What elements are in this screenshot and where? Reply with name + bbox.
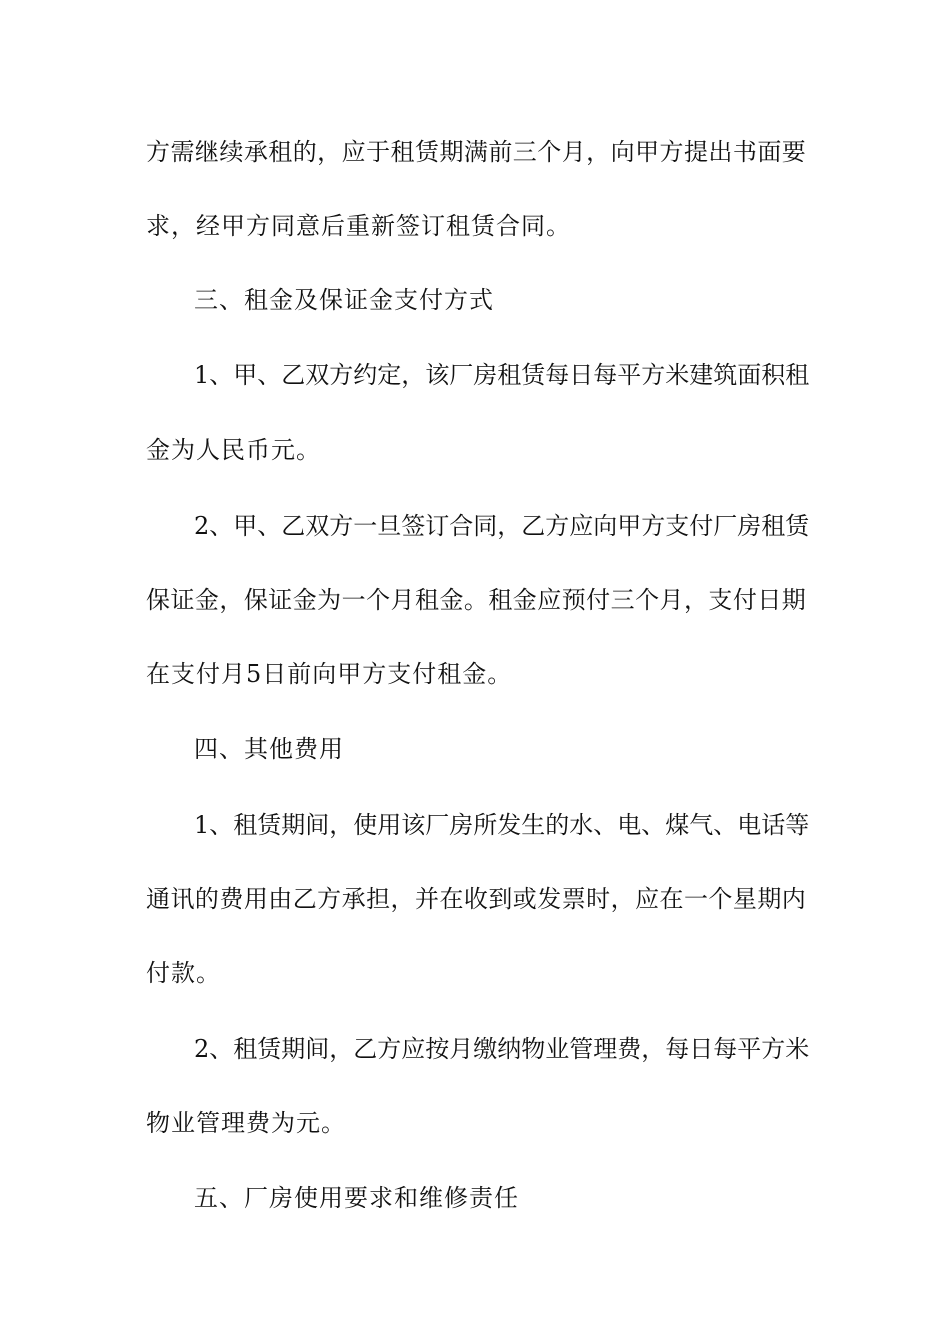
glyph: 积 bbox=[761, 361, 786, 389]
glyph: 甲 bbox=[635, 138, 660, 166]
paragraph-line bbox=[194, 810, 810, 840]
glyph: 使 bbox=[353, 811, 378, 839]
glyph: 赁 bbox=[257, 811, 282, 839]
paragraph-line: 求，经甲方同意后重新签订租赁合同。 bbox=[146, 212, 571, 240]
glyph: ， bbox=[683, 586, 708, 614]
glyph: 月 bbox=[561, 138, 586, 166]
glyph: 、 bbox=[641, 811, 666, 839]
paragraph-line: 金为人民币元。 bbox=[146, 436, 321, 464]
section-heading: 五、厂房使用要求和维修责任 bbox=[194, 1184, 519, 1212]
glyph: 星 bbox=[732, 885, 757, 913]
glyph: 时 bbox=[586, 885, 611, 913]
glyph: 应 bbox=[569, 512, 594, 540]
glyph: 应 bbox=[537, 586, 562, 614]
glyph: 气 bbox=[689, 811, 714, 839]
glyph: 租 bbox=[414, 586, 439, 614]
glyph: 米 bbox=[785, 1035, 810, 1063]
glyph: 发 bbox=[537, 885, 562, 913]
glyph: 在 bbox=[659, 885, 684, 913]
glyph: ， bbox=[329, 811, 354, 839]
glyph: 理 bbox=[593, 1035, 618, 1063]
glyph: 、 bbox=[257, 361, 282, 389]
glyph: 方 bbox=[641, 361, 666, 389]
glyph: 方 bbox=[641, 512, 666, 540]
glyph: 约 bbox=[353, 361, 378, 389]
glyph: 继 bbox=[194, 138, 219, 166]
glyph: 、 bbox=[209, 811, 234, 839]
glyph: 个 bbox=[708, 885, 733, 913]
glyph: 承 bbox=[341, 885, 366, 913]
glyph: 续 bbox=[219, 138, 244, 166]
glyph: 个 bbox=[366, 586, 391, 614]
glyph: 发 bbox=[497, 811, 522, 839]
glyph: 用 bbox=[243, 885, 268, 913]
paragraph-line: 物业管理费为元。 bbox=[146, 1109, 346, 1137]
glyph: 证 bbox=[170, 586, 195, 614]
glyph: 业 bbox=[545, 1035, 570, 1063]
glyph: ， bbox=[641, 1035, 666, 1063]
glyph: 、 bbox=[209, 1035, 234, 1063]
glyph: 电 bbox=[737, 811, 762, 839]
glyph: 满 bbox=[463, 138, 488, 166]
glyph: 煤 bbox=[665, 811, 690, 839]
glyph: 、 bbox=[713, 811, 738, 839]
glyph: 缴 bbox=[473, 1035, 498, 1063]
glyph: 一 bbox=[341, 586, 366, 614]
glyph: 电 bbox=[617, 811, 642, 839]
paragraph-line bbox=[146, 884, 806, 914]
glyph: 同 bbox=[473, 512, 498, 540]
glyph: 向 bbox=[593, 512, 618, 540]
glyph: 方 bbox=[377, 1035, 402, 1063]
glyph: 的 bbox=[292, 138, 317, 166]
glyph: 方 bbox=[659, 138, 684, 166]
glyph: 生 bbox=[521, 811, 546, 839]
glyph: 物 bbox=[521, 1035, 546, 1063]
glyph: 日 bbox=[757, 586, 782, 614]
glyph: 租 bbox=[497, 361, 522, 389]
glyph: 付 bbox=[586, 586, 611, 614]
glyph: 筑 bbox=[713, 361, 738, 389]
glyph: 乙 bbox=[521, 512, 546, 540]
glyph: 票 bbox=[561, 885, 586, 913]
glyph: 方 bbox=[329, 361, 354, 389]
glyph: ， bbox=[219, 586, 244, 614]
glyph: 赁 bbox=[785, 512, 810, 540]
glyph: 订 bbox=[425, 512, 450, 540]
section-heading: 四、其他费用 bbox=[194, 735, 344, 763]
glyph: 平 bbox=[737, 1035, 762, 1063]
glyph: 需 bbox=[170, 138, 195, 166]
glyph: 赁 bbox=[521, 361, 546, 389]
glyph: 用 bbox=[377, 811, 402, 839]
glyph: 个 bbox=[635, 586, 660, 614]
glyph: 乙 bbox=[353, 1035, 378, 1063]
glyph: 平 bbox=[617, 361, 642, 389]
glyph: 应 bbox=[635, 885, 660, 913]
glyph: 提 bbox=[683, 138, 708, 166]
glyph: 并 bbox=[414, 885, 439, 913]
glyph: 旦 bbox=[377, 512, 402, 540]
glyph: 租 bbox=[761, 512, 786, 540]
glyph: 厂 bbox=[449, 361, 474, 389]
glyph: 所 bbox=[473, 811, 498, 839]
glyph: 月 bbox=[390, 586, 415, 614]
glyph: 个 bbox=[537, 138, 562, 166]
glyph: ， bbox=[497, 512, 522, 540]
glyph: 出 bbox=[708, 138, 733, 166]
glyph: 面 bbox=[737, 361, 762, 389]
glyph: 方 bbox=[761, 1035, 786, 1063]
paragraph-line: 付款。 bbox=[146, 959, 221, 987]
glyph: 2 bbox=[194, 512, 210, 540]
glyph: 向 bbox=[610, 138, 635, 166]
glyph: 月 bbox=[449, 1035, 474, 1063]
glyph: 1 bbox=[194, 811, 210, 839]
glyph: 三 bbox=[512, 138, 537, 166]
glyph: 通 bbox=[146, 885, 170, 913]
glyph: 赁 bbox=[257, 1035, 282, 1063]
glyph: ， bbox=[317, 138, 342, 166]
glyph: 房 bbox=[473, 361, 498, 389]
glyph: 乙 bbox=[281, 512, 306, 540]
glyph: 内 bbox=[781, 885, 806, 913]
glyph: ， bbox=[401, 361, 426, 389]
glyph: 或 bbox=[512, 885, 537, 913]
glyph: 证 bbox=[268, 586, 293, 614]
glyph: 间 bbox=[305, 811, 330, 839]
glyph: 赁 bbox=[414, 138, 439, 166]
glyph: 金 bbox=[439, 586, 464, 614]
glyph: 付 bbox=[732, 586, 757, 614]
glyph: 讯 bbox=[170, 885, 195, 913]
glyph: 租 bbox=[390, 138, 415, 166]
glyph: 该 bbox=[401, 811, 426, 839]
glyph: 支 bbox=[708, 586, 733, 614]
glyph: 保 bbox=[243, 586, 268, 614]
glyph: 前 bbox=[488, 138, 513, 166]
glyph: 纳 bbox=[497, 1035, 522, 1063]
glyph: ， bbox=[610, 885, 635, 913]
glyph: 房 bbox=[449, 811, 474, 839]
glyph: 双 bbox=[305, 361, 330, 389]
glyph: 。 bbox=[463, 586, 488, 614]
glyph: 期 bbox=[281, 811, 306, 839]
glyph: 、 bbox=[257, 512, 282, 540]
section-heading: 三、租金及保证金支付方式 bbox=[194, 286, 494, 314]
glyph: 租 bbox=[233, 1035, 258, 1063]
paragraph-line bbox=[146, 137, 806, 167]
glyph: 租 bbox=[268, 138, 293, 166]
glyph: 费 bbox=[219, 885, 244, 913]
glyph: 甲 bbox=[233, 512, 258, 540]
glyph: 为 bbox=[317, 586, 342, 614]
glyph: 米 bbox=[665, 361, 690, 389]
glyph: 乙 bbox=[292, 885, 317, 913]
glyph: 预 bbox=[561, 586, 586, 614]
glyph: 三 bbox=[610, 586, 635, 614]
paragraph-line: 在支付月5日前向甲方支付租金。 bbox=[146, 660, 513, 688]
glyph: 、 bbox=[209, 361, 234, 389]
glyph: 金 bbox=[194, 586, 219, 614]
glyph: 金 bbox=[512, 586, 537, 614]
glyph: 应 bbox=[401, 1035, 426, 1063]
glyph: 日 bbox=[689, 1035, 714, 1063]
glyph: 每 bbox=[545, 361, 570, 389]
glyph: 签 bbox=[401, 512, 426, 540]
paragraph-line bbox=[146, 585, 806, 615]
glyph: 支 bbox=[665, 512, 690, 540]
glyph: 话 bbox=[761, 811, 786, 839]
glyph: ， bbox=[586, 138, 611, 166]
glyph: 该 bbox=[425, 361, 450, 389]
glyph: 1 bbox=[194, 361, 210, 389]
glyph: 期 bbox=[781, 586, 806, 614]
glyph: 应 bbox=[341, 138, 366, 166]
glyph: 的 bbox=[194, 885, 219, 913]
glyph: 于 bbox=[366, 138, 391, 166]
glyph: 要 bbox=[781, 138, 806, 166]
glyph: 月 bbox=[659, 586, 684, 614]
glyph: 按 bbox=[425, 1035, 450, 1063]
glyph: 间 bbox=[305, 1035, 330, 1063]
glyph: 方 bbox=[329, 512, 354, 540]
glyph: 每 bbox=[665, 1035, 690, 1063]
glyph: 在 bbox=[439, 885, 464, 913]
glyph: 合 bbox=[449, 512, 474, 540]
glyph: 到 bbox=[488, 885, 513, 913]
glyph: 租 bbox=[233, 811, 258, 839]
glyph: 书 bbox=[732, 138, 757, 166]
glyph: 方 bbox=[146, 138, 170, 166]
glyph: 每 bbox=[713, 1035, 738, 1063]
glyph: ， bbox=[329, 1035, 354, 1063]
glyph: 租 bbox=[785, 361, 810, 389]
glyph: 乙 bbox=[281, 361, 306, 389]
paragraph-line bbox=[194, 360, 810, 390]
glyph: 每 bbox=[593, 361, 618, 389]
glyph: 由 bbox=[268, 885, 293, 913]
glyph: 金 bbox=[292, 586, 317, 614]
paragraph-line bbox=[194, 1034, 810, 1064]
glyph: 一 bbox=[683, 885, 708, 913]
glyph: ， bbox=[390, 885, 415, 913]
glyph: 定 bbox=[377, 361, 402, 389]
glyph: 、 bbox=[593, 811, 618, 839]
glyph: 水 bbox=[569, 811, 594, 839]
glyph: 房 bbox=[737, 512, 762, 540]
glyph: 租 bbox=[488, 586, 513, 614]
glyph: 2 bbox=[194, 1035, 210, 1063]
glyph: 日 bbox=[569, 361, 594, 389]
glyph: 担 bbox=[366, 885, 391, 913]
glyph: 期 bbox=[281, 1035, 306, 1063]
glyph: 收 bbox=[463, 885, 488, 913]
glyph: 、 bbox=[209, 512, 234, 540]
paragraph-line bbox=[194, 511, 810, 541]
glyph: 方 bbox=[317, 885, 342, 913]
glyph: 的 bbox=[545, 811, 570, 839]
glyph: 面 bbox=[757, 138, 782, 166]
glyph: 管 bbox=[569, 1035, 594, 1063]
glyph: 甲 bbox=[617, 512, 642, 540]
glyph: 厂 bbox=[425, 811, 450, 839]
glyph: 保 bbox=[146, 586, 170, 614]
glyph: 承 bbox=[243, 138, 268, 166]
glyph: 甲 bbox=[233, 361, 258, 389]
glyph: 费 bbox=[617, 1035, 642, 1063]
glyph: 付 bbox=[689, 512, 714, 540]
glyph: 等 bbox=[785, 811, 810, 839]
glyph: 建 bbox=[689, 361, 714, 389]
glyph: 厂 bbox=[713, 512, 738, 540]
glyph: 期 bbox=[439, 138, 464, 166]
glyph: 双 bbox=[305, 512, 330, 540]
glyph: 一 bbox=[353, 512, 378, 540]
glyph: 期 bbox=[757, 885, 782, 913]
glyph: 方 bbox=[545, 512, 570, 540]
